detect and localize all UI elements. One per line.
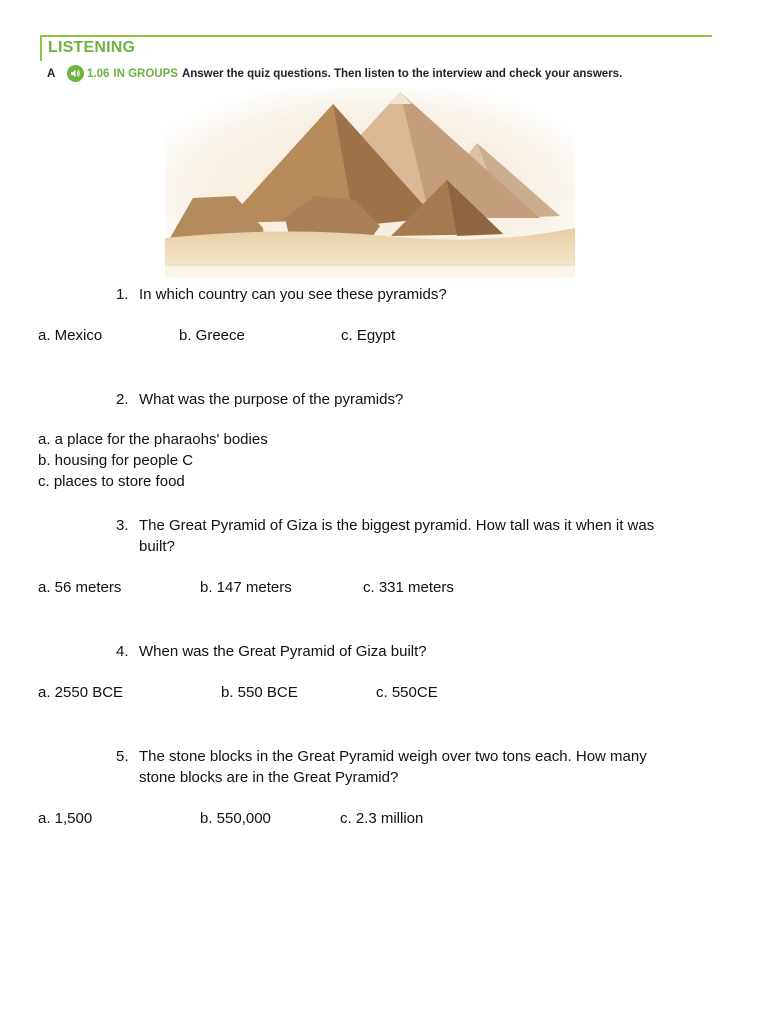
option-3c[interactable]: c. 331 meters: [363, 579, 454, 596]
header-side-rule: [40, 35, 42, 61]
pyramids-photo: [165, 88, 575, 278]
section-title: LISTENING: [48, 39, 136, 56]
option-5b[interactable]: b. 550,000: [200, 810, 271, 827]
directions-text: Answer the quiz questions. Then listen to the interview and check your answers.: [181, 67, 623, 80]
question-number: 5.: [116, 748, 129, 765]
option-2a[interactable]: a. a place for the pharaohs' bodies: [38, 431, 268, 448]
option-1a[interactable]: a. Mexico: [38, 327, 103, 344]
option-4c[interactable]: c. 550CE: [376, 684, 438, 701]
activity-instructions: [47, 65, 622, 82]
option-3a[interactable]: a. 56 meters: [38, 579, 122, 596]
option-5c[interactable]: c. 2.3 million: [340, 810, 424, 827]
activity-letter: A: [47, 67, 56, 80]
question-text: The stone blocks in the Great Pyramid weigh over two tons each. How many stone blocks are in the Great Pyramid?: [139, 748, 647, 786]
question-text: What was the purpose of the pyramids?: [139, 391, 404, 408]
header-rule: [40, 35, 712, 37]
question-number: 3.: [116, 517, 129, 534]
option-3b[interactable]: b. 147 meters: [200, 579, 292, 596]
question-text: When was the Great Pyramid of Giza built?: [139, 643, 427, 660]
group-mode-label: IN GROUPS: [113, 67, 178, 80]
speaker-icon[interactable]: [67, 65, 84, 82]
option-2b[interactable]: b. housing for people C: [38, 452, 194, 469]
question-text: The Great Pyramid of Giza is the biggest pyramid. How tall was it when it was built?: [139, 517, 655, 555]
question-number: 4.: [116, 643, 129, 660]
option-4a[interactable]: a. 2550 BCE: [38, 684, 124, 701]
question-text: In which country can you see these pyramids?: [139, 286, 447, 303]
question-number: 1.: [116, 286, 129, 303]
option-1b[interactable]: b. Greece: [179, 327, 245, 344]
option-4b[interactable]: b. 550 BCE: [221, 684, 298, 701]
option-5a[interactable]: a. 1,500: [38, 810, 93, 827]
audio-track-number[interactable]: 1.06: [87, 67, 110, 80]
option-2c[interactable]: c. places to store food: [38, 473, 185, 490]
option-1c[interactable]: c. Egypt: [341, 327, 396, 344]
question-number: 2.: [116, 391, 129, 408]
